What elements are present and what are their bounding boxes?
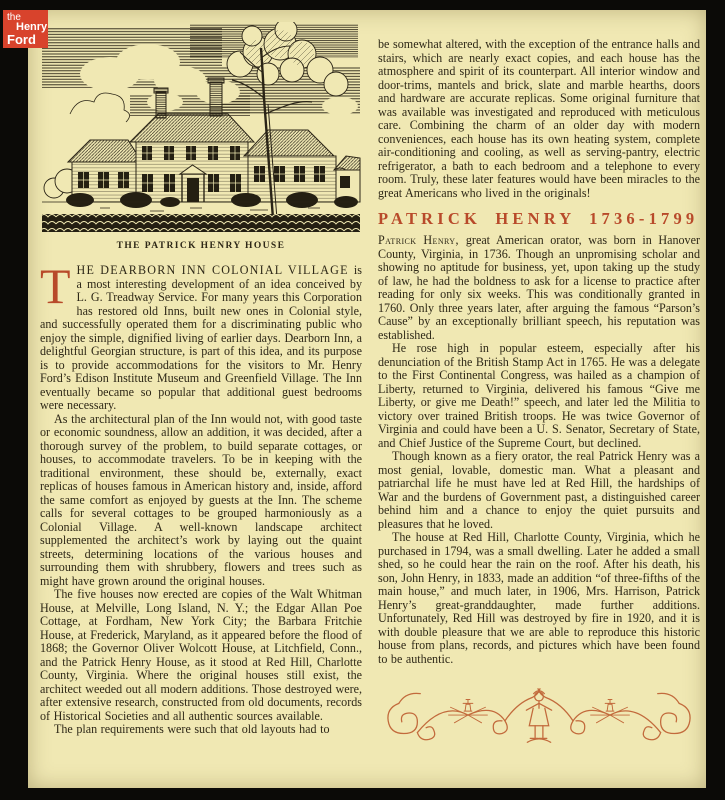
left-paragraph-1 bbox=[40, 258, 362, 413]
right-paragraph-3: He rose high in popular esteem, especially after his denunciation of the British Stamp Act in 1765. He was a delegate to the First Continental Congress, was hailed as a champion of Liberty, returned to Virginia, delivered his famous “Give me Liberty, or give me Death!” speech, and later led the Militia to victory over trained British troops. He was twice Governor of Virginia and could have been a U. S. Senator, Secretary of State, and Chief Justice of the Supreme Court, but declined. bbox=[378, 341, 700, 450]
paragraph-text: is a most interesting development of an idea conceived by L. G. Treadway Service. For many years this Corporation has restored old Inns, built new ones in Colonial style, and successfully operated them for a discriminating public who enjoy the simple, dignified living of earlier days. Dearborn Inn, a delightful Georgian structure, is part of this idea, and its purpose is to provide accommodations for the visitors to Mr. Henry Ford’s Edison Institute Museum and Greenfield Village. The Inn eventually became so popular that additional guest bedrooms were necessary. bbox=[40, 263, 362, 412]
dropcap-t: T bbox=[40, 258, 71, 314]
logo-the: the bbox=[7, 12, 21, 23]
brochure-page bbox=[28, 10, 706, 788]
right-paragraph-1: be somewhat altered, with the exception of the entrance halls and stairs, which are nearly exact copies, and each house has the atmosphere and spirit of its counterpart. All interior window and door-trims, mantels and brick, slate and marble hearths, doors and hardware are accurate replicas. Some original furniture that was available was investigated and reproduced with meticulous care. Combining the charm of an older day with modern conveniences, each house has its own heating system, complete air-conditioning and cooling, as well as serving-pantry, electric refrigerator, a bath to each bedroom and a telephone to every room. Truly, these later features would have been miracles to the great Americans who lived in the originals! bbox=[378, 37, 700, 200]
engraving-caption: THE PATRICK HENRY HOUSE bbox=[116, 241, 286, 251]
henry-ford-logo bbox=[3, 10, 48, 48]
left-column bbox=[40, 22, 362, 737]
paragraph-lead-smallcaps: Patrick Henry, bbox=[378, 233, 466, 247]
right-paragraph-5: The house at Red Hill, Charlotte County, Virginia, which he purchased in 1794, was a small dwelling. Later he added a small shed, so he could hear the rain on the roof. After his death, his son, John Henry, in 1833, made an addition “of three-fifths of the main house,” and much later, in 1906, Mrs. Harrison, Patrick Henry’s great-granddaughter, made further additions. Unfortunately, Red Hill was destroyed by fire in 1920, and it is with double pleasure that we are able to reproduce this historic house from plans, records, and pictures which have been found to be authentic. bbox=[378, 530, 700, 666]
right-paragraph-4: Though known as a fiery orator, the real Patrick Henry was a most genial, lovable, domestic man. What a pleasant and patriarchal life he must have led at Red Hill, the hardships of War and the burdens of Government past, a distinguished career behind him and a chance to enjoy the quiet pursuits and pleasures that he loved. bbox=[378, 449, 700, 531]
left-paragraph-2: As the architectural plan of the Inn would not, with good taste or economic soundness, allow an addition, it was decided, after a thorough survey of the problem, to build separate cottages, or houses, to accommodate travelers. To be in keeping with the traditional environment, these should be, externally, exact replicas of houses famous in American history and, inside, afford the same comfort as enjoyed by guests at the Inn. The scheme calls for several cottages to be grouped harmoniously as a Colonial Village. A well-known landscape architect supplemented the architect’s work by laying out the quaint streets, determining locations of the various houses and surrounding them with shrubbery, flowers and trees such as might have grown around the original houses. bbox=[40, 411, 362, 588]
patrick-henry-heading: PATRICK HENRY 1736-1799 bbox=[378, 209, 699, 228]
patrick-henry-house-engraving bbox=[40, 22, 362, 234]
engraving-ground bbox=[42, 202, 360, 232]
scrollwork-ornament bbox=[380, 680, 698, 752]
right-column bbox=[378, 38, 700, 752]
left-paragraph-4: The plan requirements were such that old layouts had to bbox=[54, 722, 330, 736]
paragraph-lead-caps: HE DEARBORN INN COLONIAL VILLAGE bbox=[76, 263, 354, 277]
logo-ford: Ford bbox=[7, 32, 36, 47]
paragraph-text: great American orator, was born in Hanover County, Virginia, in 1736. Though an unpromising scholar and showing no aptitude for business, yet, upon taking up the study of law, he had the boldness to ask for a license to practice after reading for only six weeks. This was conditionally granted in 1760. Only three years later, after arguing the famous “Parson’s Cause” by an exceptionally brilliant speech, his reputation was established. bbox=[378, 233, 700, 342]
right-paragraph-2 bbox=[378, 234, 700, 342]
left-paragraph-3: The five houses now erected are copies of the Walt Whitman House, at Melville, Long Island, N. Y.; the Edgar Allan Poe Cottage, at Fordham, New York City; the Barbara Fritchie House, at Frederick, Maryland, as it appeared before the flood of 1868; the Governor Oliver Wolcott House, at Litchfield, Conn., and the Patrick Henry House, as it stood at Red Hill, Charlotte County, Virginia. Where the original houses still exist, the architect weeded out all modern additions. Those destroyed were, after extensive research, constructed from old documents, records of Historical Societies and all authentic sources available. bbox=[40, 587, 362, 723]
logo-henry: Henry bbox=[16, 21, 48, 33]
